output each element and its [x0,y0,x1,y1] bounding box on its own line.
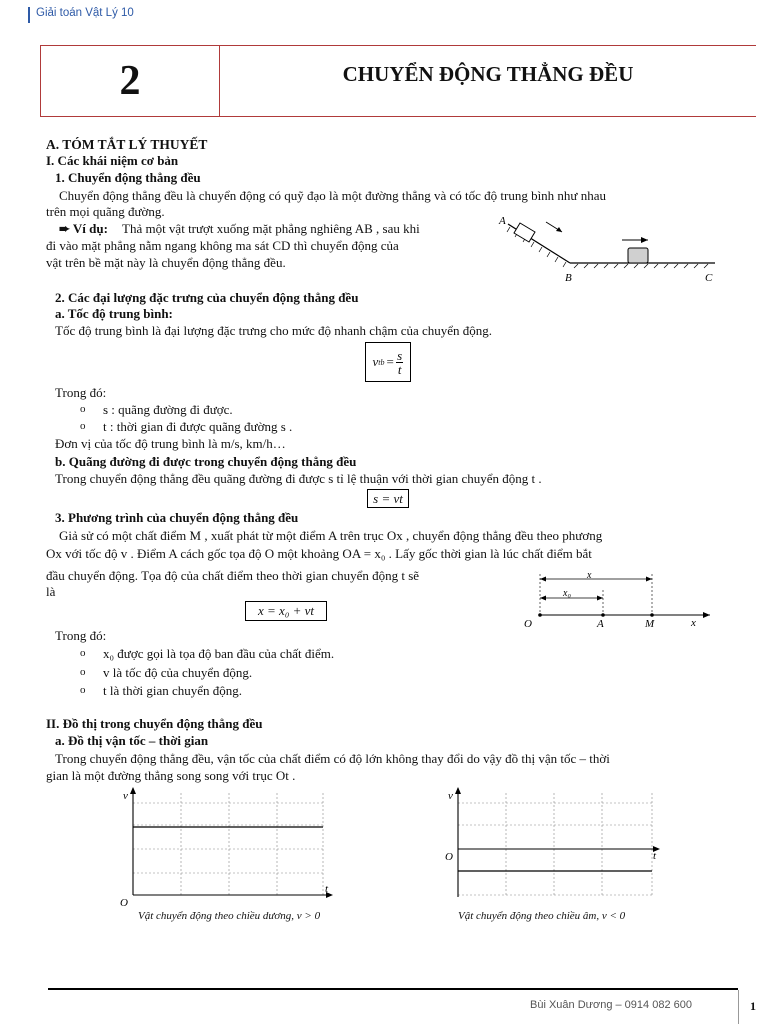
bullet-icon: o [80,420,86,432]
header-title: Giải toán Vật Lý 10 [36,7,134,19]
where-label-2: Trong đó: [55,628,107,643]
paragraph-ii-a: Trong chuyển động thẳng đều, vận tốc của chất điểm có độ lớn không thay đổi do vậy đồ thị vận tốc – thời [55,751,610,766]
label-a: A [597,618,604,630]
list-item: v là tốc độ của chuyển động. [103,665,253,680]
label-axis-x: x [691,617,696,629]
example-line-b: đi vào mặt phẳng nằm ngang không ma sát CD thì chuyển động của [46,238,399,253]
paragraph-3b: Ox với tốc độ v . Điểm A cách gốc tọa độ O một khoảng OA = x₀ . Lấy gốc thời gian là lúc chất điểm bắt [46,546,592,561]
label-origin: O [524,618,532,630]
label-m: M [645,618,655,630]
graph1-origin-label: O [120,897,128,909]
heading-1: I. Các khái niệm cơ bản [46,153,179,168]
unit-text: Đơn vị của tốc độ trung bình là m/s, km/h… [55,436,286,451]
graph2-caption: Vật chuyển động theo chiều âm, v < 0 [458,910,626,922]
v-axis-arrow [130,787,136,794]
header-accent-bar [28,7,30,23]
chapter-title: CHUYỂN ĐỘNG THẲNG ĐỀU [342,62,634,86]
graph-grid [133,793,323,895]
graph2-v-label: v [448,790,453,802]
heading-2: 2. Các đại lượng đặc trưng của chuyển động thẳng đều [55,290,359,305]
heading-ii-a: a. Đồ thị vận tốc – thời gian [55,733,209,748]
example-label: ➨ Ví dụ: [59,221,108,236]
example-line-c: vật trên bề mặt này là chuyển động thẳng đều. [46,255,286,270]
graph1-v-label: v [123,790,128,802]
section-ii-heading: II. Đồ thị trong chuyển động thẳng đều [46,716,263,731]
heading-2b: b. Quãng đường đi được trong chuyển động thẳng đều [55,454,357,469]
label-x: x [587,570,592,581]
paragraph-3d: là [46,584,56,599]
list-item: s : quãng đường đi được. [103,402,233,417]
list-item: x₀ được gọi là tọa độ ban đầu của chất điểm. [103,646,335,661]
bullet-icon: o [80,647,86,659]
list-item: t là thời gian chuyển động. [103,683,243,698]
bullet-icon: o [80,666,86,678]
heading-3: 3. Phương trình của chuyển động thẳng đều [55,510,299,525]
section-a-heading: A. TÓM TẮT LÝ THUYẾT [46,137,208,152]
heading-2a: a. Tốc độ trung bình: [55,306,173,321]
paragraph-1b: trên mọi quãng đường. [46,204,165,219]
paragraph-2a: Tốc độ trung bình là đại lượng đặc trưng cho mức độ nhanh chậm của chuyển động. [55,323,493,338]
graph1-caption: Vật chuyển động theo chiều dương, v > 0 [138,910,321,922]
formula-numerator: s [397,347,403,363]
bullet-icon: o [80,403,86,415]
paragraph-1a: Chuyển động thẳng đều là chuyển động có quỹ đạo là một đường thẳng và có tốc độ trung bình như nhau [59,188,607,203]
dimension-x0 [540,596,603,601]
incline-label-c: C [705,272,713,284]
coordinate-axis-diagram [515,570,715,630]
heading-1-1: 1. Chuyển động thẳng đều [55,170,201,185]
incline-surface [507,224,715,268]
formula-position: x = x₀ + vt [245,601,327,621]
where-label-1: Trong đó: [55,385,107,400]
graph1-t-label: t [325,883,329,895]
graph-negative-velocity [440,785,680,910]
formula-lhs: v [372,354,379,369]
graph2-t-label: t [653,850,657,862]
dimension-x [540,577,652,582]
motion-arrow-incline [546,222,562,232]
list-item: t : thời gian đi được quãng đường s . [103,419,293,434]
graph-grid [458,793,652,895]
motion-arrow-floor [622,237,648,243]
formula-eq: = [386,354,394,369]
bullet-icon: o [80,684,86,696]
chapter-number: 2 [119,58,141,104]
chapter-rule-top [220,45,756,46]
paragraph-2b: Trong chuyển động thẳng đều quãng đường đi được s tỉ lệ thuận với thời gian chuyển động t . [55,471,542,486]
graph2-origin-label: O [445,851,453,863]
incline-diagram [490,210,730,285]
formula-lhs-sub: tb [378,357,385,367]
footer-rule [48,988,738,990]
formula-distance: s = vt [367,489,409,508]
paragraph-ii-b: gian là một đường thẳng song song với trục Ot . [46,768,296,783]
paragraph-3c: đầu chuyển động. Tọa độ của chất điểm theo thời gian chuyển động t sẽ [46,568,420,583]
incline-label-a: A [499,215,506,227]
formula-denominator: t [397,361,402,377]
page-number: 1 [750,999,756,1013]
ox-axis-arrow [703,612,710,618]
example-line-a: Thả một vật trượt xuống mặt phẳng nghiêng AB , sau khi [122,221,420,236]
paragraph-3a: Giả sử có một chất điểm M , xuất phát từ một điểm A trên trục Ox , chuyển động thẳng đều theo phương [59,528,603,543]
footer-author: Bùi Xuân Dương – 0914 082 600 [530,999,692,1011]
incline-label-b: B [565,272,572,284]
graph-positive-velocity [115,785,365,910]
formula-fraction [396,349,404,376]
block-on-floor [628,248,648,263]
formula-average-speed [365,342,411,382]
chapter-rule-bottom [220,116,756,117]
label-x0: x₀ [563,588,571,599]
v-axis-arrow [455,787,461,794]
